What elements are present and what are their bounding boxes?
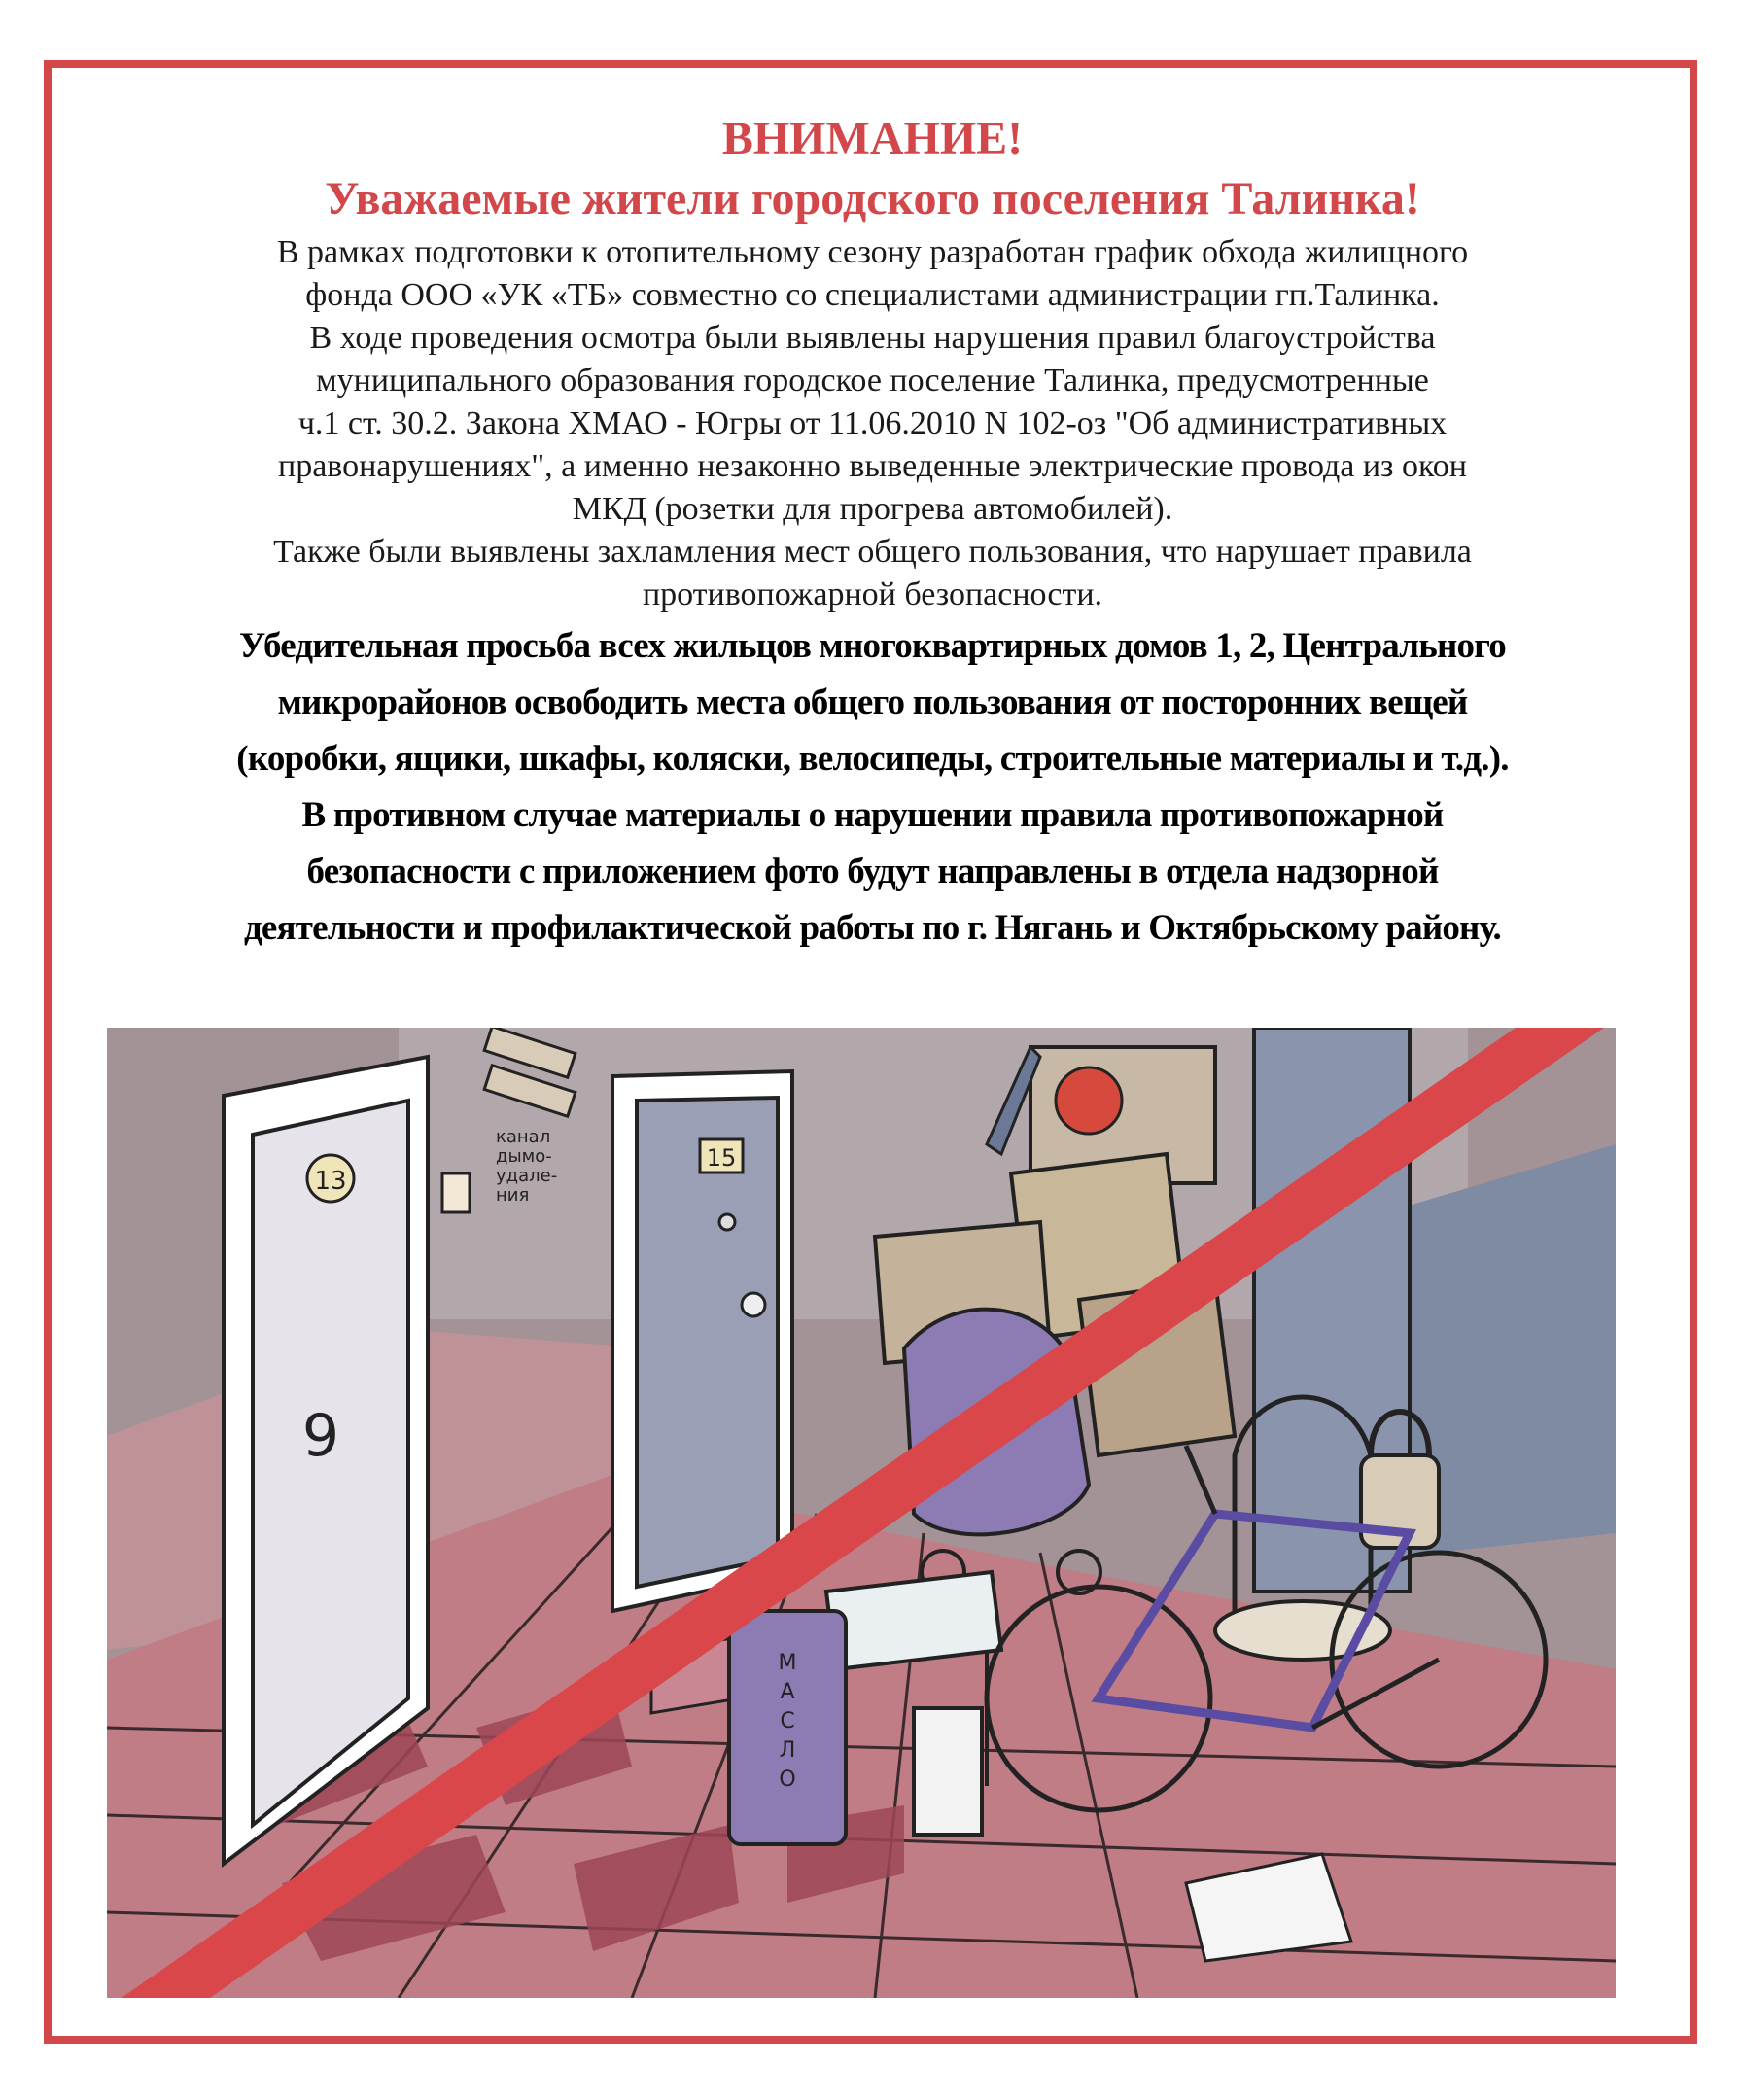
paragraph-line: фонда ООО «УК «ТБ» совместно со специалистами администрации гп.Талинка. (305, 277, 1440, 313)
paragraph-line: В ходе проведения осмотра были выявлены нарушения правил благоустройства (309, 320, 1436, 356)
request-line: безопасности с приложением фото будут направлены в отдела надзорной (306, 852, 1439, 892)
svg-text:Л: Л (779, 1738, 796, 1763)
paragraph-line: ч.1 ст. 30.2. Закона ХМАО - Югры от 11.06.2010 N 102-оз "Об административных (297, 405, 1448, 441)
request-line: деятельности и профилактической работы по г. Нягань и Октябрьскому району. (244, 908, 1501, 948)
request-paragraph (58, 618, 1687, 957)
paragraph-line: противопожарной безопасности. (642, 577, 1103, 612)
svg-text:удале-: удале- (496, 1166, 558, 1186)
canister-label (779, 1651, 797, 1792)
paragraph-line: Также были выявлены захламления мест общего пользования, что нарушает правила (273, 534, 1472, 570)
svg-text:С: С (780, 1709, 795, 1733)
doorbell (442, 1173, 470, 1212)
door-15-peephole (719, 1214, 735, 1230)
svg-text:ния: ния (496, 1185, 530, 1206)
svg-text:А: А (780, 1680, 795, 1704)
door-15-number: 15 (706, 1144, 737, 1172)
info-paragraph (58, 231, 1687, 616)
request-line: В противном случае материалы о нарушении правила противопожарной (301, 795, 1444, 835)
paragraph-line: правонарушениях", а именно незаконно выведенные электрические провода из окон (278, 448, 1467, 484)
paper-roll (914, 1708, 982, 1835)
svg-text:М: М (778, 1651, 797, 1675)
paragraph-line: МКД (розетки для прогрева автомобилей). (572, 491, 1173, 527)
cluttered-hallway-illustration (107, 1028, 1616, 1998)
request-line: (коробки, ящики, шкафы, коляски, велосипеды, строительные материалы и т.д.). (236, 739, 1509, 779)
paragraph-line: В рамках подготовки к отопительному сезону разработан график обхода жилищного (276, 234, 1469, 270)
notice-title: ВНИМАНИЕ! (721, 113, 1024, 164)
paragraph-line: муниципального образования городское поселение Талинка, предусмотренные (316, 363, 1429, 399)
svg-text:О: О (779, 1768, 796, 1792)
svg-text:канал: канал (496, 1127, 551, 1147)
svg-text:дымо-: дымо- (496, 1146, 552, 1167)
door-13-number: 13 (314, 1167, 347, 1196)
side-table (826, 1572, 1001, 1669)
door-15-knob (742, 1293, 765, 1316)
notice-subtitle: Уважаемые жители городского поселения Талинка! (325, 173, 1420, 225)
door-13-lower-mark: 9 (301, 1402, 340, 1470)
request-line: Убедительная просьба всех жильцов многоквартирных домов 1, 2, Центрального (239, 626, 1506, 666)
request-line: микрорайонов освободить места общего пользования от посторонних вещей (277, 682, 1468, 722)
notice-text (58, 109, 1687, 957)
